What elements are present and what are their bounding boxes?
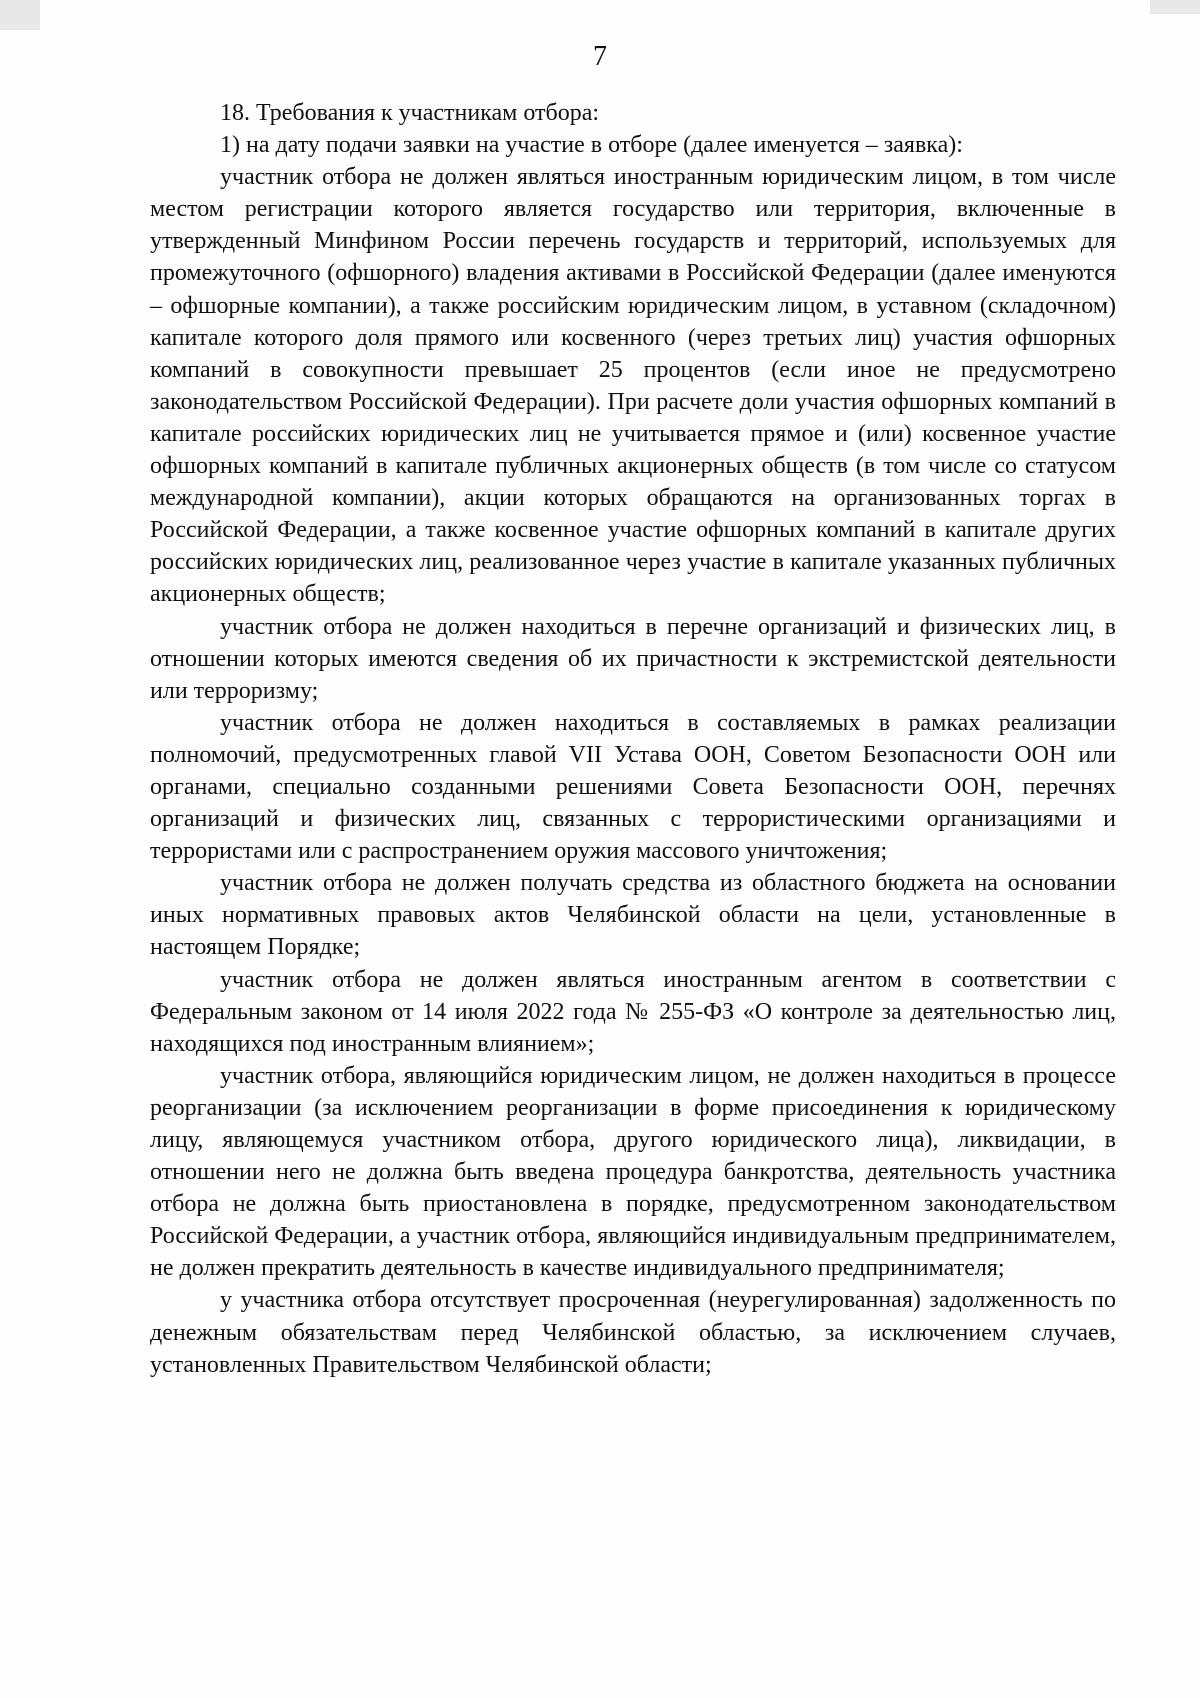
paragraph-section-heading: 18. Требования к участникам отбора: <box>220 100 600 126</box>
paragraph-offshore-requirement: участник отбора не должен являться иностранным юридическим лицом, в том числе местом регистрации которого является государство или территория, включенные в утвержденный Минфином России перечень государств и территорий, используемых для промежуточного (офшорного) владения активами в Российской Федерации (далее именуются – офшорные компании), а также российским юридическим лицом, в уставном (складочном) капитале которого доля прямого или косвенного (через третьих лиц) участия офшорных компаний в совокупности превышает 25 процентов (если иное не предусмотрено законодательством Российской Федерации). При расчете доли участия офшорных компаний в капитале российских юридических лиц не учитывается прямое и (или) косвенное участие офшорных компаний в капитале публичных акционерных обществ (в том числе со статусом международной компании), акции которых обращаются на организованных торгах в Российской Федерации, а также косвенное участие офшорных компаний в капитале других российских юридических лиц, реализованное через участие в капитале указанных публичных акционерных обществ; <box>150 164 1116 608</box>
paragraph-un-sanctions-list: участник отбора не должен находиться в составляемых в рамках реализации полномочий, предусмотренных главой VII Устава ООН, Советом Безопасности ООН или органами, специально созданными решениями Совета Безопасности ООН, перечнях организаций и физических лиц, связанных с террористическими организациями и террористами или с распространением оружия массового уничтожения; <box>150 709 1116 865</box>
paragraph-debt: у участника отбора отсутствует просроченная (неурегулированная) задолженность по денежным обязательствам перед Челябинской областью, за исключением случаев, установленных Правительством Челябинской области; <box>150 1287 1116 1378</box>
paragraph-foreign-agent: участник отбора не должен являться иностранным агентом в соответствии с Федеральным законом от 14 июля 2022 года № 255-ФЗ «О контроле за деятельностью лиц, находящихся под иностранным влиянием»; <box>150 966 1116 1057</box>
paragraph-subitem-1: 1) на дату подачи заявки на участие в отборе (далее именуется – заявка): <box>220 132 963 159</box>
paragraph-reorganization: участник отбора, являющийся юридическим лицом, не должен находиться в процессе реорганизации (за исключением реорганизации в форме присоединения к юридическому лицу, являющемуся участником отбора, другого юридического лица), ликвидации, в отношении него не должна быть введена процедура банкротства, деятельность участника отбора не должна быть приостановлена в порядке, предусмотренном законодательством Российской Федерации, а участник отбора, являющийся индивидуальным предпринимателем, не должен прекратить деятельность в качестве индивидуального предпринимателя; <box>150 1062 1116 1282</box>
paragraph-budget-funds: участник отбора не должен получать средства из областного бюджета на основании иных нормативных правовых актов Челябинской области на цели, установленные в настоящем Порядке; <box>150 870 1116 961</box>
scan-artifact-top-left <box>0 0 40 30</box>
scan-artifact-top-right <box>1150 0 1200 14</box>
document-body <box>150 97 1116 1381</box>
page-number: 7 <box>593 41 607 72</box>
paragraph-extremism-list: участник отбора не должен находиться в перечне организаций и физических лиц, в отношении которых имеются сведения об их причастности к экстремистской деятельности или терроризму; <box>150 613 1116 704</box>
